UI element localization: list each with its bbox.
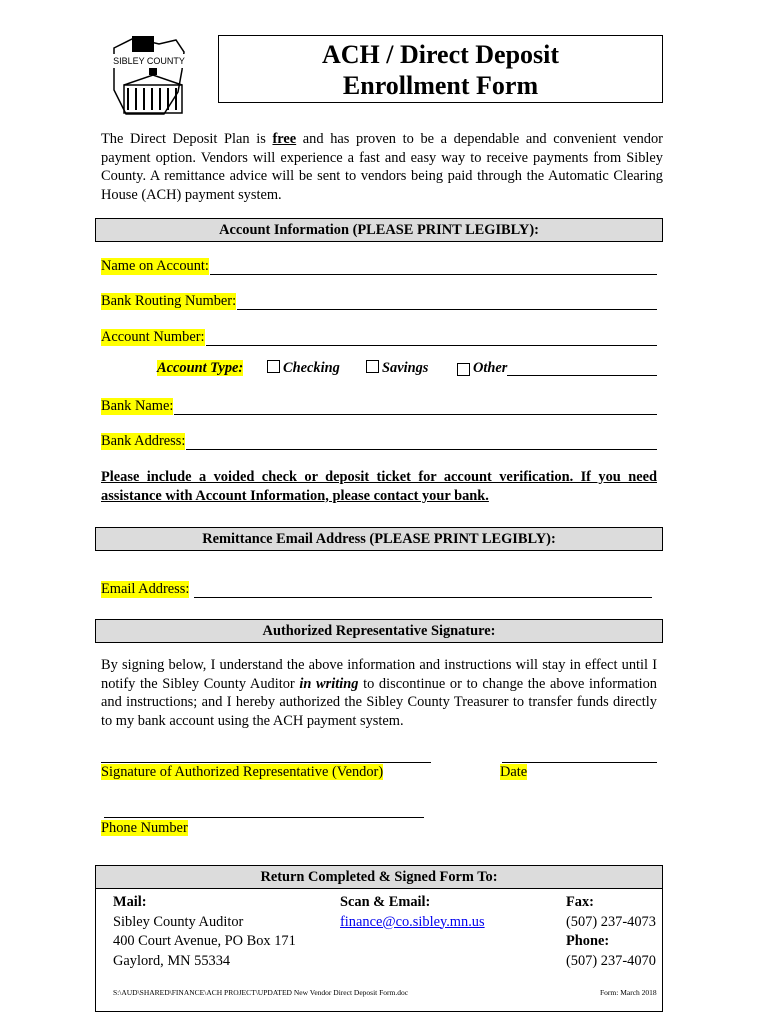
form-date-footer: Form: March 2018 bbox=[600, 988, 657, 997]
other-option[interactable] bbox=[457, 360, 657, 377]
account-type-row bbox=[157, 360, 657, 380]
form-title bbox=[218, 35, 663, 103]
phone-number: (507) 237-4070 bbox=[566, 952, 656, 969]
authorization-paragraph bbox=[101, 656, 657, 730]
date-line[interactable] bbox=[502, 761, 657, 763]
phone-label: Phone Number bbox=[101, 820, 188, 836]
mail-column bbox=[113, 893, 296, 971]
phone-line[interactable] bbox=[104, 816, 424, 818]
signature-label-wrap bbox=[101, 764, 383, 781]
signature-label: Signature of Authorized Representative (Vendor) bbox=[101, 764, 384, 780]
account-number-label: Account Number: bbox=[101, 329, 205, 345]
bank-name-field[interactable] bbox=[101, 395, 657, 415]
date-label-wrap bbox=[500, 764, 527, 781]
bank-name-label: Bank Name: bbox=[101, 398, 174, 414]
email-address-line[interactable] bbox=[194, 581, 652, 598]
account-number-line[interactable] bbox=[206, 329, 657, 346]
auth-in-writing: in writing bbox=[299, 675, 359, 692]
mail-line-2: 400 Court Avenue, PO Box 171 bbox=[113, 933, 296, 949]
auth-text-a: By signing below, I understand the above information and instructions will stay in effect until I notify the Sibley County Auditor bbox=[101, 657, 657, 692]
other-checkbox[interactable] bbox=[457, 363, 470, 376]
logo-text: SIBLEY COUNTY bbox=[106, 54, 192, 68]
bank-address-label: Bank Address: bbox=[101, 433, 186, 449]
checking-option[interactable] bbox=[267, 360, 340, 377]
intro-text-b: and has proven to be a dependable and convenient vendor payment option. Vendors will experience a fast and easy way to receive payments from Sibley County. A remittance advice will be sent to vendors being paid through the Automatic Clearing House (ACH) payment system. bbox=[101, 131, 663, 203]
scan-email-column bbox=[340, 893, 485, 932]
sibley-county-logo bbox=[104, 30, 194, 120]
name-on-account-label: Name on Account: bbox=[101, 258, 209, 274]
checking-checkbox[interactable] bbox=[267, 360, 280, 373]
auth-text-b: to discontinue or to change the above information and instructions; and I hereby authorized the Sibley County Treasurer to transfer funds directly to my bank account using the ACH payment system. bbox=[101, 675, 657, 729]
bank-address-line[interactable] bbox=[186, 433, 657, 450]
savings-option[interactable] bbox=[366, 360, 428, 377]
mail-heading: Mail: bbox=[113, 894, 147, 910]
email-section-header: Remittance Email Address (PLEASE PRINT LEGIBLY): bbox=[95, 527, 663, 551]
savings-checkbox[interactable] bbox=[366, 360, 379, 373]
email-address-field[interactable] bbox=[101, 578, 652, 598]
bank-name-line[interactable] bbox=[174, 398, 657, 415]
email-address-label: Email Address: bbox=[101, 581, 190, 597]
fax-phone-column bbox=[566, 893, 656, 971]
account-info-header: Account Information (PLEASE PRINT LEGIBLY): bbox=[95, 218, 663, 242]
signature-section-header: Authorized Representative Signature: bbox=[95, 619, 663, 643]
intro-free: free bbox=[272, 131, 297, 147]
account-number-field[interactable] bbox=[101, 326, 657, 346]
intro-paragraph bbox=[101, 130, 663, 204]
title-line-1: ACH / Direct Deposit bbox=[321, 40, 560, 69]
file-path-footer: S:\AUD\SHARED\FINANCE\ACH PROJECT\UPDATED New Vendor Direct Deposit Form.doc bbox=[113, 988, 409, 997]
bank-address-field[interactable] bbox=[101, 430, 657, 450]
account-type-label: Account Type: bbox=[157, 360, 244, 376]
phone-heading: Phone: bbox=[566, 933, 610, 949]
fax-heading: Fax: bbox=[566, 894, 594, 910]
signature-line[interactable] bbox=[101, 761, 431, 763]
routing-number-label: Bank Routing Number: bbox=[101, 293, 237, 309]
scan-email-heading: Scan & Email: bbox=[340, 894, 431, 910]
mail-line-1: Sibley County Auditor bbox=[113, 913, 244, 930]
voided-check-note: Please include a voided check or deposit ticket for account verification. If you need assistance with Account Information, please contact your bank. bbox=[101, 469, 657, 504]
routing-number-line[interactable] bbox=[237, 293, 657, 310]
fax-number: (507) 237-4073 bbox=[566, 913, 656, 930]
routing-number-field[interactable] bbox=[101, 290, 657, 310]
mail-line-3: Gaylord, MN 55334 bbox=[113, 952, 231, 969]
intro-text-a: The Direct Deposit Plan is bbox=[101, 131, 273, 147]
finance-email-link[interactable]: finance@co.sibley.mn.us bbox=[340, 913, 485, 930]
name-on-account-line[interactable] bbox=[210, 258, 657, 275]
date-label: Date bbox=[500, 764, 528, 780]
phone-label-wrap bbox=[101, 820, 188, 837]
savings-label: Savings bbox=[382, 360, 429, 376]
return-section-header: Return Completed & Signed Form To: bbox=[95, 865, 663, 889]
title-line-2: Enrollment Form bbox=[342, 71, 539, 100]
other-label: Other bbox=[473, 360, 508, 376]
other-line[interactable] bbox=[507, 360, 657, 376]
checking-label: Checking bbox=[283, 360, 340, 376]
name-on-account-field[interactable] bbox=[101, 255, 657, 275]
